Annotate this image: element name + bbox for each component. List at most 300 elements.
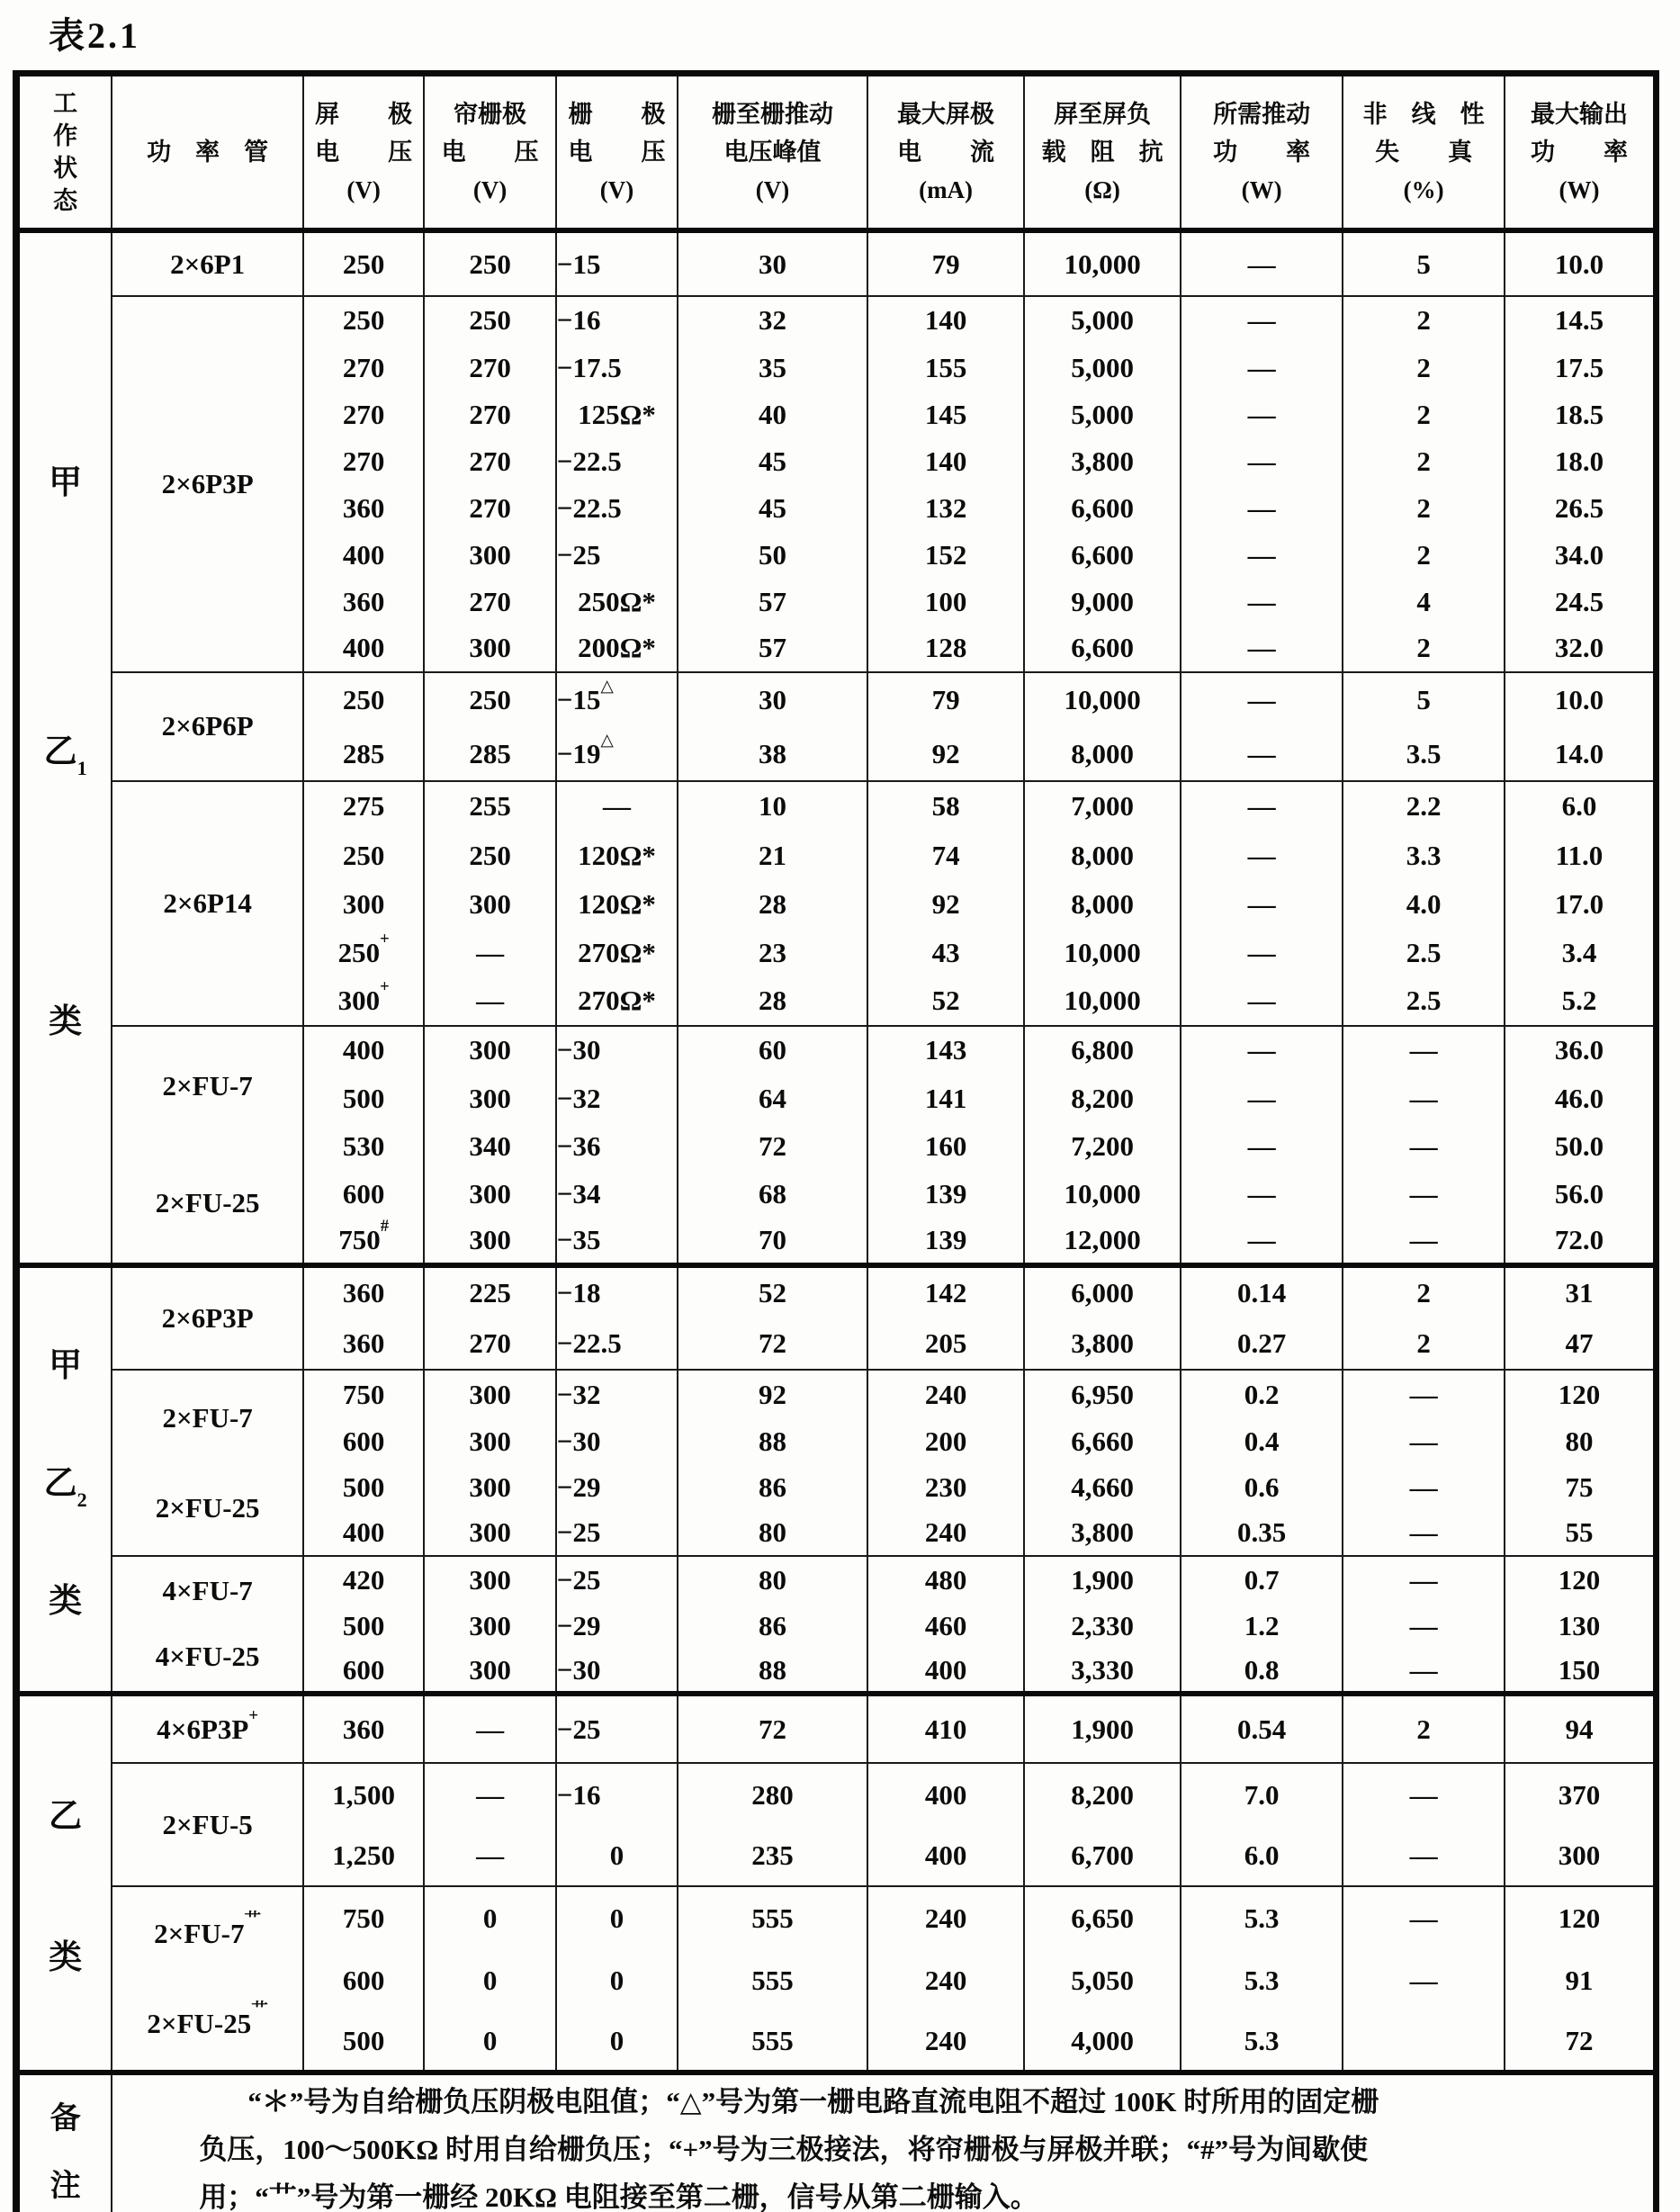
value-cell: 480	[867, 1556, 1025, 1604]
value-cell: 50.0	[1505, 1122, 1657, 1170]
value-cell: —	[1343, 1026, 1505, 1075]
tube-label: 2×FU-7	[162, 1401, 253, 1434]
tube-label: 2×FU-5	[162, 1808, 253, 1840]
value-cell: 0.27	[1181, 1317, 1343, 1370]
value-cell: 360	[303, 1317, 424, 1370]
value-cell: 72	[678, 1317, 867, 1370]
value-cell: 225	[424, 1265, 555, 1317]
value-cell: 360	[303, 579, 424, 625]
value-cell: 200	[867, 1418, 1025, 1464]
header-line: 功 率 管	[147, 139, 269, 166]
value-cell: —	[1181, 1218, 1343, 1265]
header-line: 失 真	[1375, 139, 1473, 166]
value-cell: −35	[556, 1218, 678, 1265]
value-cell	[1343, 2011, 1505, 2073]
value-cell: 45	[678, 438, 867, 485]
value-cell: 100	[867, 579, 1025, 625]
value-cell: 75	[1505, 1464, 1657, 1510]
value-cell: 200Ω*	[556, 625, 678, 672]
value-cell: —	[1181, 296, 1343, 345]
value-cell: 270	[303, 438, 424, 485]
value-cell: —	[1343, 1763, 1505, 1826]
value-cell: 400	[303, 1510, 424, 1556]
value-cell: 125Ω*	[556, 391, 678, 438]
value-cell: 120	[1505, 1556, 1657, 1604]
value-cell: 70	[678, 1218, 867, 1265]
class-char: 类	[49, 1003, 83, 1040]
value-cell: 370	[1505, 1763, 1657, 1826]
value-cell: 38	[678, 727, 867, 781]
value-cell: 57	[678, 625, 867, 672]
value-cell: —	[1181, 1075, 1343, 1122]
value-cell: −22.5	[556, 1317, 678, 1370]
tube-label: $2\times FU-25^艹$	[147, 2000, 268, 2039]
value-cell: 285	[424, 727, 555, 781]
value-cell: −22.5	[556, 485, 678, 532]
column-header-8	[1181, 74, 1343, 231]
value-cell: 0	[424, 1950, 555, 2011]
value-cell: 8,000	[1024, 880, 1181, 929]
value-cell: 270	[303, 345, 424, 391]
tube-label: 2×6P14	[163, 886, 252, 919]
subscript-marker: 2	[76, 1488, 87, 1511]
header-line: 栅 极	[568, 101, 666, 128]
value-cell: 2.5	[1343, 977, 1505, 1026]
value-cell: 5,000	[1024, 296, 1181, 345]
value-cell: 56.0	[1505, 1170, 1657, 1218]
value-cell: 1.2	[1181, 1604, 1343, 1649]
value-cell: 555	[678, 2011, 867, 2073]
value-cell: 300	[424, 1649, 555, 1694]
tube-label-cell	[112, 230, 303, 296]
value-cell: 80	[678, 1510, 867, 1556]
value-cell: 7,000	[1024, 781, 1181, 832]
value-cell: 250	[303, 230, 424, 296]
value-cell: —	[1343, 1218, 1505, 1265]
tube-label-stack	[112, 1373, 302, 1553]
value-cell: 250+	[303, 929, 424, 977]
value-cell: 530	[303, 1122, 424, 1170]
value-cell: 1,250	[303, 1826, 424, 1886]
value-cell: 0.35	[1181, 1510, 1343, 1556]
value-cell: 36.0	[1505, 1026, 1657, 1075]
value-cell: 0.6	[1181, 1464, 1343, 1510]
superscript-marker: +	[380, 977, 390, 997]
value-cell: 255	[424, 781, 555, 832]
remark-line: 负压，100～500KΩ 时用自给栅负压；“+”号为三极接法，将帘栅极与屏极并联；“#”号为间歇使	[199, 2133, 1369, 2165]
remark-text	[112, 2073, 1656, 2212]
value-cell: —	[424, 1826, 555, 1886]
value-cell: 72.0	[1505, 1218, 1657, 1265]
value-cell: 120Ω*	[556, 832, 678, 880]
value-cell: 143	[867, 1026, 1025, 1075]
value-cell: 5	[1343, 672, 1505, 728]
value-cell: 21	[678, 832, 867, 880]
operating-class-label	[16, 1694, 112, 2073]
value-cell: 7,200	[1024, 1122, 1181, 1170]
header-line: (V)	[472, 176, 508, 203]
value-cell: −15	[556, 230, 678, 296]
value-cell: 23	[678, 929, 867, 977]
value-cell: 300	[424, 1075, 555, 1122]
value-cell: 140	[867, 296, 1025, 345]
value-cell: 3.4	[1505, 929, 1657, 977]
column-header-0	[16, 74, 112, 231]
value-cell: 32.0	[1505, 625, 1657, 672]
value-cell: —	[1343, 1370, 1505, 1418]
value-cell: 5.3	[1181, 2011, 1343, 2073]
tube-label: 2×6P3P	[161, 1302, 254, 1334]
class-char: 乙$_1$	[43, 733, 87, 779]
value-cell: 128	[867, 625, 1025, 672]
remark-line: 用；“艹”号为第一栅经 20KΩ 电阻接至第二栅，信号从第二栅输入。	[199, 2181, 1038, 2212]
value-cell: 500	[303, 1604, 424, 1649]
value-cell: 40	[678, 391, 867, 438]
value-cell: —	[1343, 1170, 1505, 1218]
value-cell: 250	[424, 672, 555, 728]
value-cell: −19△	[556, 727, 678, 781]
value-cell: 10	[678, 781, 867, 832]
value-cell: 80	[678, 1556, 867, 1604]
tube-label: 4×6P3P+	[157, 1705, 258, 1745]
value-cell: 300	[424, 1604, 555, 1649]
value-cell: 275	[303, 781, 424, 832]
value-cell: 26.5	[1505, 485, 1657, 532]
value-cell: 52	[867, 977, 1025, 1026]
value-cell: −32	[556, 1075, 678, 1122]
value-cell: —	[1181, 727, 1343, 781]
value-cell: 2	[1343, 345, 1505, 391]
value-cell: −32	[556, 1370, 678, 1418]
header-char: 工	[53, 90, 78, 117]
class-char: 甲	[49, 1347, 83, 1384]
header-line: 电 压	[441, 139, 539, 166]
value-cell: —	[1181, 579, 1343, 625]
value-cell: 139	[867, 1218, 1025, 1265]
value-cell: −18	[556, 1265, 678, 1317]
header-line: 电 压	[568, 139, 666, 166]
header-line: 最大屏极	[897, 101, 995, 128]
value-cell: 52	[678, 1265, 867, 1317]
tube-label-cell	[112, 1763, 303, 1886]
value-cell: 7.0	[1181, 1763, 1343, 1826]
value-cell: 4,000	[1024, 2011, 1181, 2073]
value-cell: 1,900	[1024, 1694, 1181, 1763]
value-cell: 270	[424, 579, 555, 625]
remark-line: “＊”号为自给栅负压阴极电阻值；“△”号为第一栅电路直流电阻不超过 100K 时所用的固定栅	[247, 2085, 1379, 2118]
class-char: 乙$_2$	[43, 1465, 87, 1511]
value-cell: 18.5	[1505, 391, 1657, 438]
value-cell: 140	[867, 438, 1025, 485]
value-cell: 600	[303, 1950, 424, 2011]
value-cell: 250Ω*	[556, 579, 678, 625]
value-cell: 160	[867, 1122, 1025, 1170]
value-cell: 0.2	[1181, 1370, 1343, 1418]
value-cell: −17.5	[556, 345, 678, 391]
value-cell: 2	[1343, 1694, 1505, 1763]
value-cell: 141	[867, 1075, 1025, 1122]
value-cell: 5.3	[1181, 1950, 1343, 2011]
value-cell: 14.0	[1505, 727, 1657, 781]
value-cell: 400	[303, 1026, 424, 1075]
value-cell: 94	[1505, 1694, 1657, 1763]
value-cell: 120Ω*	[556, 880, 678, 929]
tube-label-cell	[112, 672, 303, 782]
value-cell: 235	[678, 1826, 867, 1886]
value-cell: —	[424, 977, 555, 1026]
value-cell: 555	[678, 1950, 867, 2011]
value-cell: −30	[556, 1418, 678, 1464]
class-char: 类	[49, 1938, 83, 1976]
value-cell: 8,200	[1024, 1763, 1181, 1826]
value-cell: 3,330	[1024, 1649, 1181, 1694]
operating-class-label	[16, 1265, 112, 1694]
value-cell: 3.3	[1343, 832, 1505, 880]
header-line: 电压峰值	[723, 139, 822, 166]
value-cell: 205	[867, 1317, 1025, 1370]
value-cell: −25	[556, 532, 678, 579]
value-cell: 86	[678, 1464, 867, 1510]
value-cell: 3,800	[1024, 1510, 1181, 1556]
value-cell: 0.54	[1181, 1694, 1343, 1763]
remark-char-stack	[20, 2075, 111, 2212]
value-cell: 92	[867, 880, 1025, 929]
value-cell: 8,000	[1024, 832, 1181, 880]
column-header-2	[303, 74, 424, 231]
value-cell: −25	[556, 1510, 678, 1556]
value-cell: —	[1181, 929, 1343, 977]
value-cell: 400	[867, 1826, 1025, 1886]
value-cell: 250	[303, 296, 424, 345]
tube-label-cell	[112, 1370, 303, 1556]
value-cell: 10,000	[1024, 672, 1181, 728]
header-vertical-text	[20, 90, 111, 214]
value-cell: 6.0	[1505, 781, 1657, 832]
header-line: (mA)	[919, 176, 974, 203]
value-cell: 360	[303, 485, 424, 532]
value-cell: —	[1343, 1604, 1505, 1649]
remark-char: 备	[49, 2102, 81, 2136]
value-cell: 11.0	[1505, 832, 1657, 880]
value-cell: 3,800	[1024, 438, 1181, 485]
value-cell: 0	[424, 1886, 555, 1950]
tube-label: 2×6P1	[170, 247, 246, 280]
value-cell: 45	[678, 485, 867, 532]
value-cell: —	[1343, 1418, 1505, 1464]
tube-label: 2×FU-25	[155, 1187, 260, 1218]
value-cell: 270	[424, 485, 555, 532]
value-cell: 5,000	[1024, 345, 1181, 391]
value-cell: 155	[867, 345, 1025, 391]
value-cell: 14.5	[1505, 296, 1657, 345]
value-cell: 120	[1505, 1886, 1657, 1950]
value-cell: 250	[303, 832, 424, 880]
value-cell: 2	[1343, 391, 1505, 438]
value-cell: —	[1181, 438, 1343, 485]
value-cell: —	[424, 1694, 555, 1763]
header-line: 非 线 性	[1362, 101, 1485, 128]
value-cell: 300	[424, 1556, 555, 1604]
value-cell: 2	[1343, 1265, 1505, 1317]
value-cell: −25	[556, 1694, 678, 1763]
value-cell: 600	[303, 1418, 424, 1464]
value-cell: 4	[1343, 579, 1505, 625]
value-cell: 17.0	[1505, 880, 1657, 929]
value-cell: 2,330	[1024, 1604, 1181, 1649]
value-cell: 750	[303, 1886, 424, 1950]
superscript-marker: △	[600, 730, 614, 750]
value-cell: 10,000	[1024, 929, 1181, 977]
value-cell: 300	[424, 1464, 555, 1510]
value-cell: 72	[678, 1122, 867, 1170]
value-cell: 250	[303, 672, 424, 728]
value-cell: —	[424, 1763, 555, 1826]
value-cell: —	[1181, 880, 1343, 929]
header-line: (W)	[1241, 176, 1282, 203]
value-cell: 240	[867, 1950, 1025, 2011]
tube-label-cell	[112, 781, 303, 1026]
tube-label-stack	[112, 1027, 302, 1262]
value-cell: 270	[424, 438, 555, 485]
value-cell: −36	[556, 1122, 678, 1170]
value-cell: 6,600	[1024, 625, 1181, 672]
value-cell: 17.5	[1505, 345, 1657, 391]
value-cell: 24.5	[1505, 579, 1657, 625]
value-cell: 32	[678, 296, 867, 345]
value-cell: 0.8	[1181, 1649, 1343, 1694]
value-cell: 360	[303, 1694, 424, 1763]
value-cell: −16	[556, 1763, 678, 1826]
value-cell: 139	[867, 1170, 1025, 1218]
value-cell: 10,000	[1024, 1170, 1181, 1218]
value-cell: 0	[556, 1886, 678, 1950]
tube-label-stack	[112, 1559, 302, 1690]
value-cell: 240	[867, 2011, 1025, 2073]
value-cell: —	[1181, 345, 1343, 391]
tube-label: 2×6P6P	[161, 710, 254, 742]
value-cell: −30	[556, 1649, 678, 1694]
class-char: 乙	[49, 1798, 83, 1836]
value-cell: 130	[1505, 1604, 1657, 1649]
value-cell: 31	[1505, 1265, 1657, 1317]
value-cell: 300	[424, 532, 555, 579]
table-title: 表2.1	[49, 15, 140, 56]
value-cell: —	[1181, 672, 1343, 728]
value-cell: 91	[1505, 1950, 1657, 2011]
value-cell: 750#	[303, 1218, 424, 1265]
header-line: 电 压	[315, 139, 413, 166]
remark-char: 注	[49, 2170, 81, 2203]
superscript-marker: 艹	[251, 2000, 268, 2019]
value-cell: 30	[678, 230, 867, 296]
header-line: 屏至屏负	[1054, 101, 1152, 128]
value-cell: 2	[1343, 296, 1505, 345]
header-line: 功 率	[1530, 139, 1628, 166]
value-cell: 240	[867, 1510, 1025, 1556]
value-cell: 43	[867, 929, 1025, 977]
value-cell: 1,500	[303, 1763, 424, 1826]
value-cell: 270Ω*	[556, 929, 678, 977]
value-cell: 0	[556, 1826, 678, 1886]
value-cell: 145	[867, 391, 1025, 438]
header-line: 功 率	[1213, 139, 1311, 166]
value-cell: 64	[678, 1075, 867, 1122]
value-cell: 18.0	[1505, 438, 1657, 485]
value-cell: 3.5	[1343, 727, 1505, 781]
superscript-marker: △	[600, 677, 614, 697]
column-header-6	[867, 74, 1025, 231]
value-cell: 88	[678, 1649, 867, 1694]
value-cell: —	[1181, 781, 1343, 832]
tube-label: 2×FU-7	[162, 1069, 253, 1102]
tube-label: 4×FU-25	[155, 1641, 260, 1672]
value-cell: 6,000	[1024, 1265, 1181, 1317]
value-cell: 68	[678, 1170, 867, 1218]
value-cell: 555	[678, 1886, 867, 1950]
operating-class-label	[16, 230, 112, 1265]
value-cell: 72	[1505, 2011, 1657, 2073]
value-cell: 300	[424, 880, 555, 929]
value-cell: 300	[424, 1370, 555, 1418]
superscript-marker: +	[380, 929, 390, 949]
value-cell: 3,800	[1024, 1317, 1181, 1370]
header-line: (V)	[346, 176, 381, 203]
value-cell: 6,660	[1024, 1418, 1181, 1464]
column-header-7	[1024, 74, 1181, 231]
column-header-4	[556, 74, 678, 231]
value-cell: 2	[1343, 625, 1505, 672]
value-cell: 300	[424, 1218, 555, 1265]
value-cell: 60	[678, 1026, 867, 1075]
value-cell: 300	[424, 1170, 555, 1218]
subscript-marker: 1	[76, 756, 87, 779]
tube-label: $2\times FU-7^艹$	[154, 1910, 262, 1949]
value-cell: −30	[556, 1026, 678, 1075]
value-cell: 46.0	[1505, 1075, 1657, 1122]
value-cell: 0.14	[1181, 1265, 1343, 1317]
value-cell: —	[1343, 1556, 1505, 1604]
header-line: 所需推动	[1213, 101, 1311, 128]
value-cell: 300	[424, 1418, 555, 1464]
tube-label: 2×FU-25	[155, 1491, 260, 1524]
value-cell: 8,000	[1024, 727, 1181, 781]
header-char: 态	[53, 187, 78, 214]
value-cell: 58	[867, 781, 1025, 832]
value-cell: −15△	[556, 672, 678, 728]
value-cell: —	[1343, 1464, 1505, 1510]
value-cell: —	[1343, 1075, 1505, 1122]
value-cell: —	[556, 781, 678, 832]
value-cell: 500	[303, 1075, 424, 1122]
header-line: 最大输出	[1530, 101, 1628, 128]
value-cell: 270	[303, 391, 424, 438]
value-cell: 2	[1343, 532, 1505, 579]
value-cell: 360	[303, 1265, 424, 1317]
value-cell: 240	[867, 1886, 1025, 1950]
value-cell: 74	[867, 832, 1025, 880]
value-cell: −22.5	[556, 438, 678, 485]
header-line: 屏 极	[315, 101, 413, 128]
header-line: (V)	[599, 176, 634, 203]
value-cell: 750	[303, 1370, 424, 1418]
value-cell: 2	[1343, 438, 1505, 485]
value-cell: 0	[424, 2011, 555, 2073]
tube-label-cell	[112, 1556, 303, 1694]
superscript-marker: 艹	[244, 1910, 262, 1929]
value-cell: 240	[867, 1370, 1025, 1418]
tube-label-cell	[112, 1694, 303, 1763]
value-cell: 270	[424, 391, 555, 438]
